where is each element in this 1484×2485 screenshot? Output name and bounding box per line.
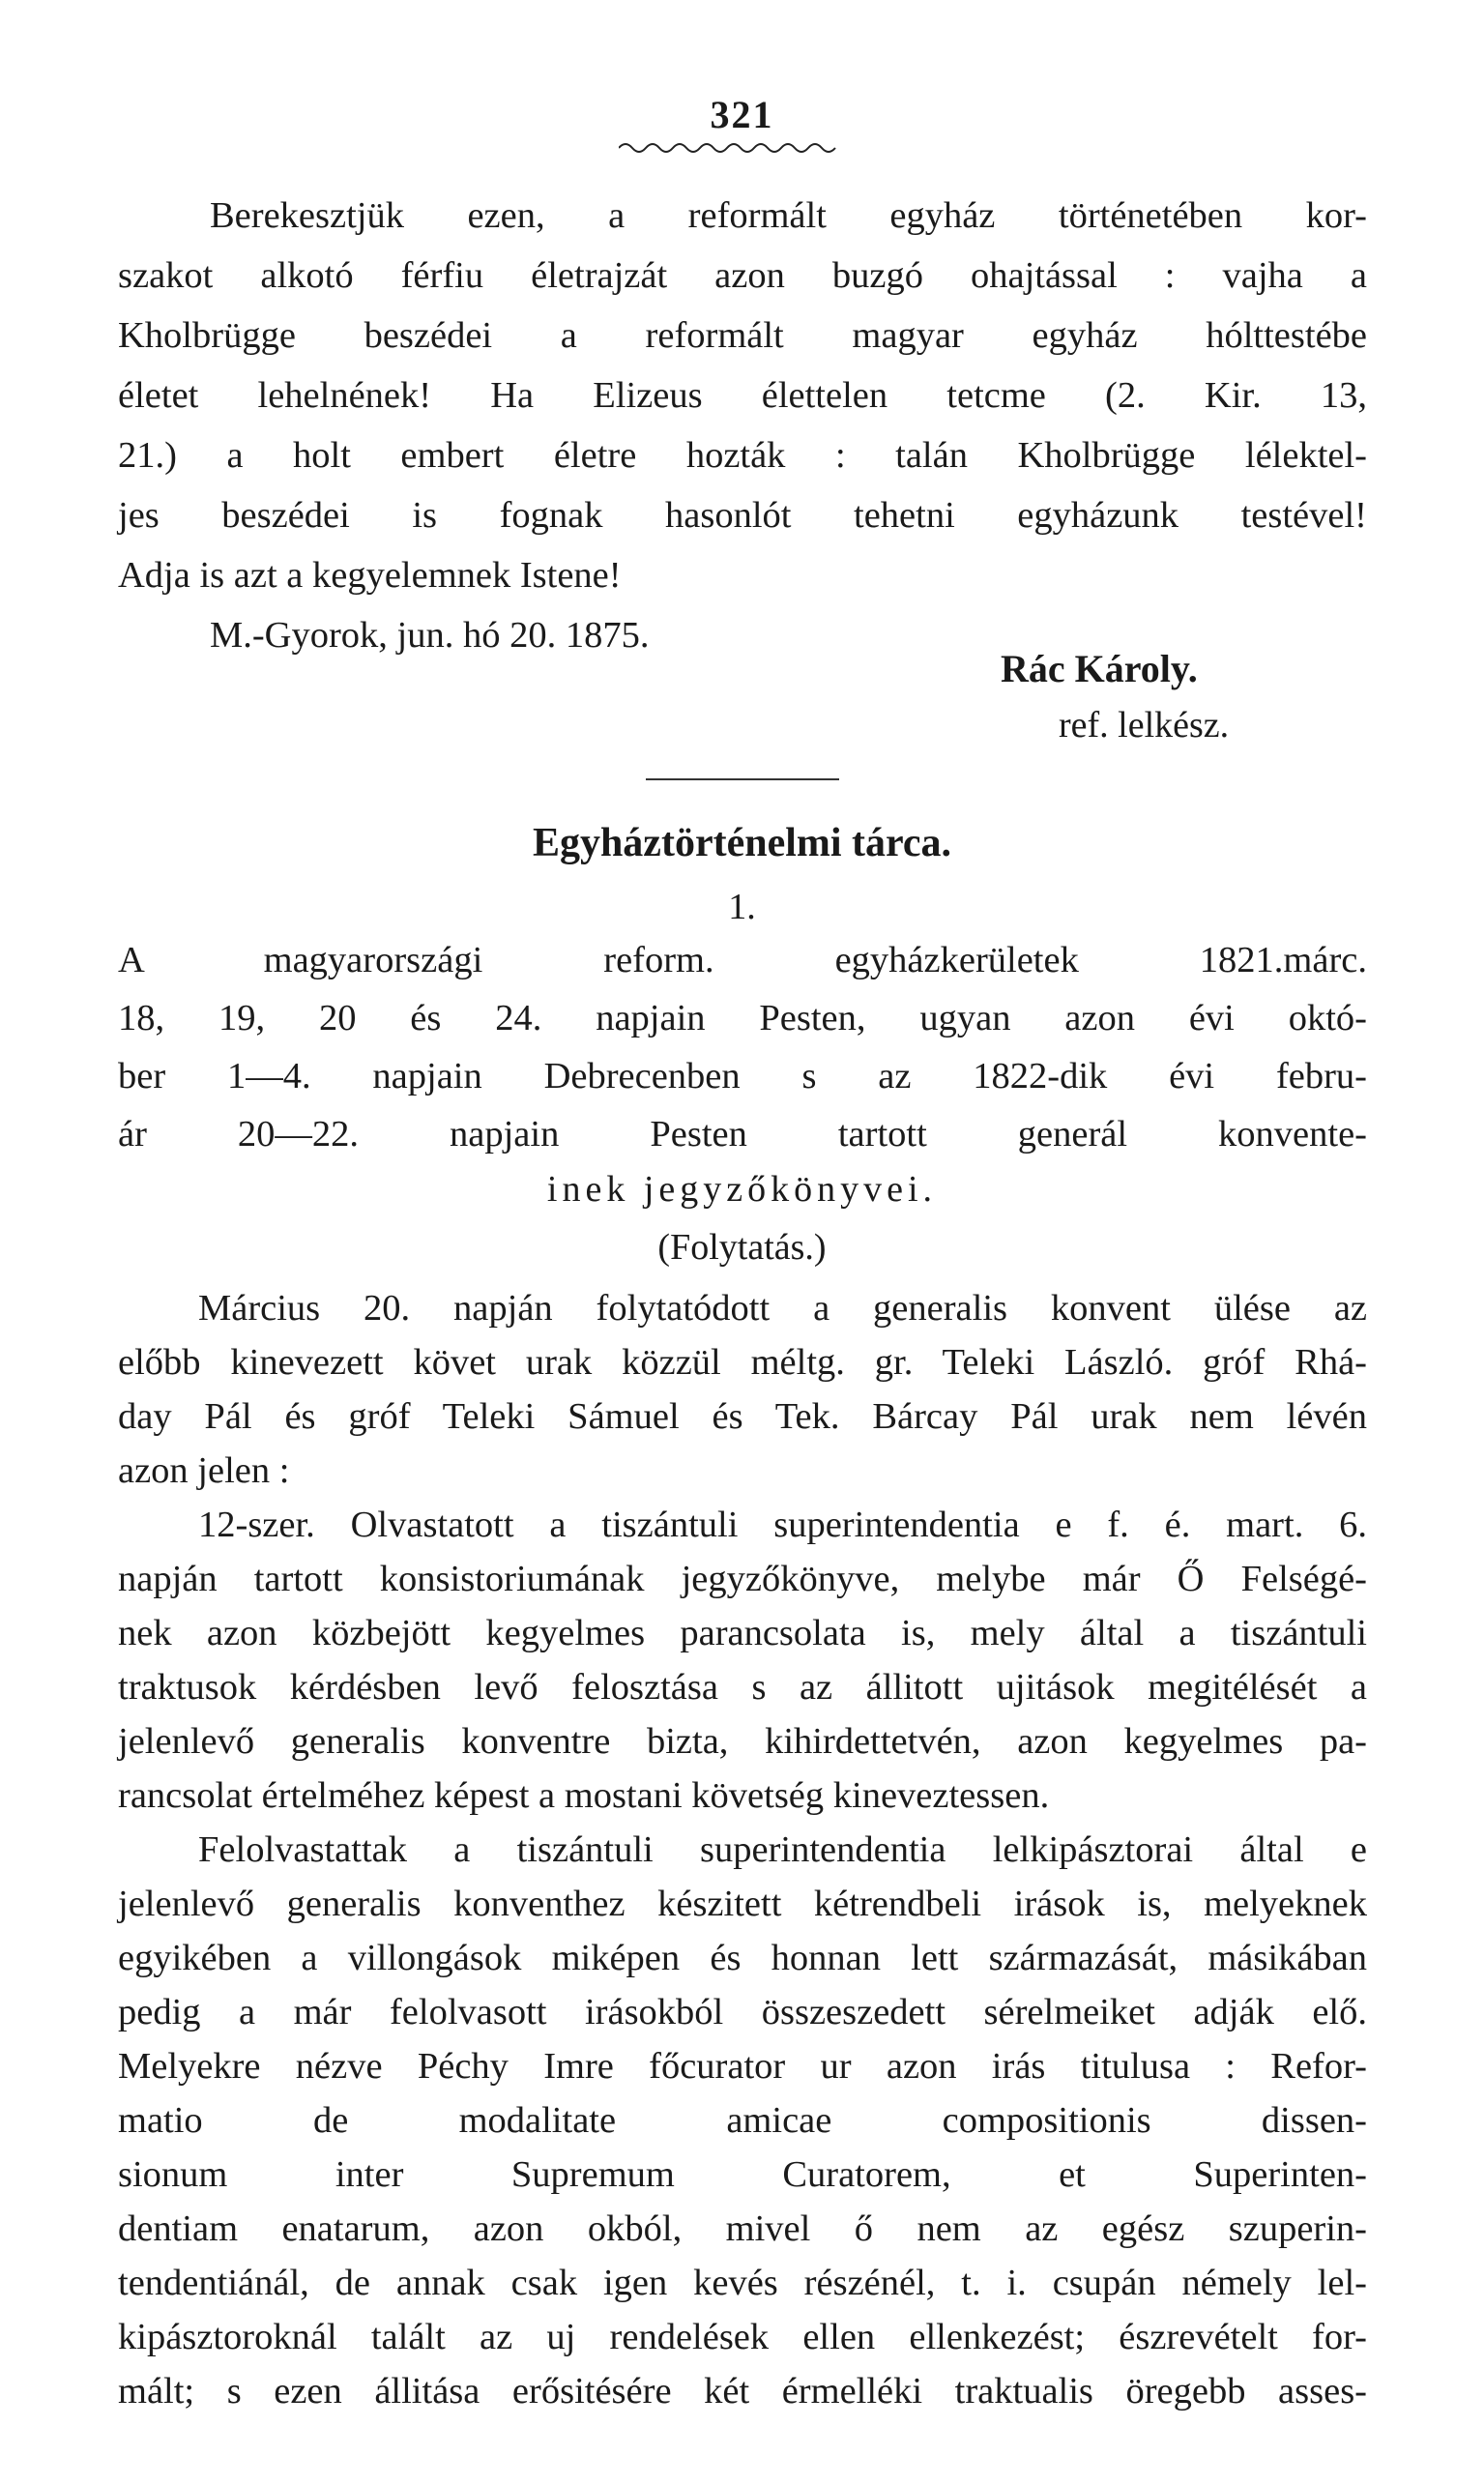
text-line: sionum inter Supremum Curatorem, et Superinten- xyxy=(118,2154,1367,2195)
text-line: Március 20. napján folytatódott a generalis konvent ülése az xyxy=(198,1288,1367,1329)
subtitle-line: ár 20—22. napjain Pesten tartott generál konvente- xyxy=(118,1114,1367,1155)
continuation-note: (Folytatás.) xyxy=(657,1227,827,1268)
text-line: rancsolat értelméhez képest a mostani követség kineveztessen. xyxy=(118,1775,1050,1816)
text-line: traktusok kérdésben levő felosztása s az állitott ujitások megitélését a xyxy=(118,1667,1367,1708)
text-line: kipásztoroknál talált az uj rendelések ellen ellenkezést; észrevételt for- xyxy=(118,2317,1367,2357)
text-line: napján tartott konsistoriumának jegyzőkönyve, melybe már Ő Felségé- xyxy=(118,1559,1367,1599)
text-line: pedig a már felolvasott irásokból összeszedett sérelmeiket adják elő. xyxy=(118,1992,1367,2032)
text-line: day Pál és gróf Teleki Sámuel és Tek. Bárcay Pál urak nem lévén xyxy=(118,1396,1367,1437)
section-title: Egyháztörténelmi tárca. xyxy=(532,821,952,865)
page-number: 321 xyxy=(710,93,774,136)
subtitle-line: A magyarországi reform. egyházkerületek 1821.márc. xyxy=(118,940,1367,980)
signature-name: Rác Károly. xyxy=(1001,647,1198,690)
text-line: Adja is azt a kegyelemnek Istene! xyxy=(118,555,622,596)
text-line: életet lehelnének! Ha Elizeus élettelen tetcme (2. Kir. 13, xyxy=(118,375,1367,416)
text-line: nek azon közbejött kegyelmes parancsolata is, mely által a tiszántuli xyxy=(118,1613,1367,1653)
text-line: Kholbrügge beszédei a reformált magyar egyház hólttestébe xyxy=(118,315,1367,356)
text-line: 21.) a holt embert életre hozták : talán Kholbrügge lélektel- xyxy=(118,435,1367,476)
text-line: dentiam enatarum, azon okból, mivel ő nem az egész szuperin- xyxy=(118,2208,1367,2249)
signature-title: ref. lelkész. xyxy=(1059,705,1230,746)
section-divider xyxy=(646,778,839,780)
text-line: szakot alkotó férfiu életrajzát azon buzgó ohajtással : vajha a xyxy=(118,255,1367,296)
text-line: jelenlevő generalis konventre bizta, kihirdettetvén, azon kegyelmes pa- xyxy=(118,1721,1367,1762)
text-line: tendentiánál, de annak csak igen kevés részénél, t. i. csupán némely lel- xyxy=(118,2263,1367,2303)
text-line: jelenlevő generalis konventhez készitett kétrendbeli irások is, melyeknek xyxy=(118,1884,1367,1924)
subtitle-line: ber 1—4. napjain Debrecenben s az 1822-dik évi febru- xyxy=(118,1056,1367,1096)
text-line: 12-szer. Olvastatott a tiszántuli superintendentia e f. é. mart. 6. xyxy=(198,1505,1367,1545)
page-number-ornament xyxy=(619,140,841,156)
text-line: egyikében a villongások miképen és honnan lett származását, másikában xyxy=(118,1938,1367,1978)
text-line: azon jelen : xyxy=(118,1450,290,1491)
text-line: Felolvastattak a tiszántuli superintendentia lelkipásztorai által e xyxy=(198,1829,1367,1870)
subtitle-line: inek jegyzőkönyvei. xyxy=(546,1169,938,1210)
text-line: Berekesztjük ezen, a reformált egyház történetében kor- xyxy=(210,195,1367,236)
place-date: M.-Gyorok, jun. hó 20. 1875. xyxy=(210,615,650,656)
section-number: 1. xyxy=(728,887,756,927)
text-line: jes beszédei is fognak hasonlót tehetni egyházunk testével! xyxy=(118,495,1367,536)
text-line: matio de modalitate amicae compositionis dissen- xyxy=(118,2100,1367,2141)
subtitle-line: 18, 19, 20 és 24. napjain Pesten, ugyan azon évi októ- xyxy=(118,998,1367,1038)
text-line: előbb kinevezett követ urak közzül méltg. gr. Teleki László. gróf Rhá- xyxy=(118,1342,1367,1383)
text-line: Melyekre nézve Péchy Imre főcurator ur azon irás titulusa : Refor- xyxy=(118,2046,1367,2087)
text-line: mált; s ezen állitása erősitésére két érmelléki traktualis öregebb asses- xyxy=(118,2371,1367,2412)
